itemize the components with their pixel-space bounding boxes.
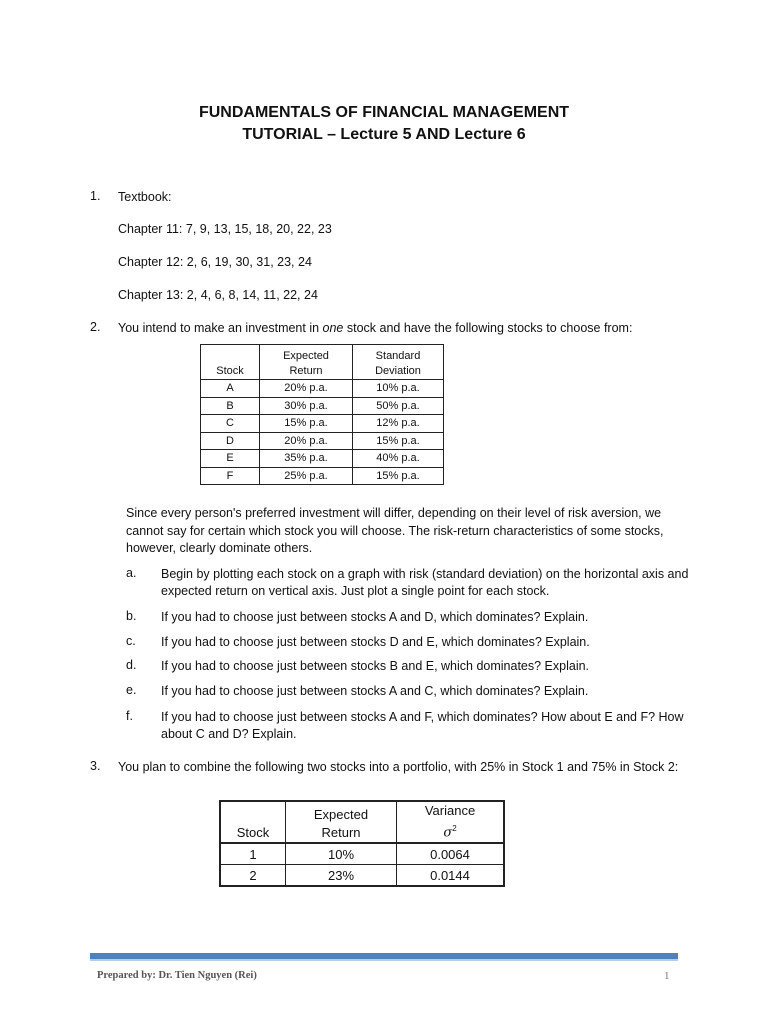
- q2-part-text: If you had to choose just between stocks B and E, which dominates? Explain.: [161, 659, 590, 673]
- header-expected-return: Expected Return: [283, 350, 329, 377]
- sigma-symbol: [397, 820, 503, 842]
- footer-divider-shadow: [90, 959, 678, 961]
- stocks-table: [200, 344, 444, 485]
- table-row: [201, 467, 444, 485]
- return-cell: 20% p.a.: [260, 432, 353, 450]
- q2-number: 2.: [90, 320, 101, 334]
- title-line-2: TUTORIAL – Lecture 5 AND Lecture 6: [242, 126, 526, 143]
- stock-cell: 2: [220, 865, 286, 887]
- q2-part-text: If you had to choose just between stocks A and D, which dominates? Explain.: [161, 610, 589, 624]
- stdev-cell: 10% p.a.: [353, 380, 444, 398]
- q2-intro-text: You intend to make an investment in: [118, 321, 323, 335]
- q2-part-letter: a.: [126, 566, 137, 580]
- stdev-cell: 15% p.a.: [353, 467, 444, 485]
- title-line-1: FUNDAMENTALS OF FINANCIAL MANAGEMENT: [198, 104, 570, 121]
- sigma-char: σ: [443, 825, 453, 841]
- return-cell: 23%: [286, 865, 397, 887]
- return-cell: 30% p.a.: [260, 397, 353, 415]
- stdev-cell: 50% p.a.: [353, 397, 444, 415]
- q2-intro-text-end: stock and have the following stocks to choose from:: [343, 321, 633, 335]
- q1-number: 1.: [90, 189, 101, 203]
- table-row: [201, 450, 444, 468]
- q2-part-text: If you had to choose just between stocks D and E, which dominates? Explain.: [161, 635, 590, 649]
- document-title: [0, 102, 768, 146]
- column-header: Stock: [220, 801, 286, 843]
- stock-cell: C: [201, 415, 260, 433]
- q2-intro-emphasis: one: [322, 321, 344, 335]
- stock-cell: B: [201, 397, 260, 415]
- q2-part-text: If you had to choose just between stocks A and F, which dominates? How about E and F? How about C and D? Explain.: [161, 710, 684, 741]
- return-cell: 20% p.a.: [260, 380, 353, 398]
- page-number: 1: [664, 970, 670, 982]
- variance-cell: 0.0144: [397, 865, 505, 887]
- column-header: [353, 345, 444, 380]
- q1-chapter-11: Chapter 11: 7, 9, 13, 15, 18, 20, 22, 23: [118, 222, 332, 236]
- return-cell: 25% p.a.: [260, 467, 353, 485]
- table-row: [201, 415, 444, 433]
- header-expected-return: Expected Return: [313, 807, 369, 841]
- sigma-exponent: 2: [452, 824, 457, 833]
- q1-label: Textbook:: [118, 190, 172, 204]
- q3-text: You plan to combine the following two stocks into a portfolio, with 25% in Stock 1 and 75% in Stock 2:: [118, 760, 679, 774]
- variance-cell: 0.0064: [397, 843, 505, 865]
- table-row: [201, 380, 444, 398]
- column-header: [260, 345, 353, 380]
- q2-paragraph: Since every person's preferred investment will differ, depending on their level of risk aversion, we cannot say for certain which stock you will choose. The risk-return characteristics of some stocks, however, clearly dominate others.: [126, 506, 664, 555]
- table-row: [220, 865, 504, 887]
- table-row: [201, 432, 444, 450]
- stdev-cell: 12% p.a.: [353, 415, 444, 433]
- column-header: [286, 801, 397, 843]
- q1-chapter-12: Chapter 12: 2, 6, 19, 30, 31, 23, 24: [118, 255, 312, 269]
- return-cell: 35% p.a.: [260, 450, 353, 468]
- stock-cell: F: [201, 467, 260, 485]
- column-header: Stock: [201, 345, 260, 380]
- q1-chapter-13: Chapter 13: 2, 4, 6, 8, 14, 11, 22, 24: [118, 288, 318, 302]
- q2-part-text: Begin by plotting each stock on a graph with risk (standard deviation) on the horizontal axis and expected return on vertical axis. Just plot a single point for each stock.: [161, 567, 689, 598]
- return-cell: 15% p.a.: [260, 415, 353, 433]
- stock-cell: A: [201, 380, 260, 398]
- q2-part-letter: f.: [126, 709, 133, 723]
- footer-author: Prepared by: Dr. Tien Nguyen (Rei): [97, 970, 257, 981]
- q3-number: 3.: [90, 759, 101, 773]
- stock-cell: E: [201, 450, 260, 468]
- header-standard-deviation: Standard Deviation: [375, 350, 421, 377]
- q2-part-letter: d.: [126, 658, 137, 672]
- stdev-cell: 15% p.a.: [353, 432, 444, 450]
- header-variance: Variance: [424, 803, 476, 818]
- q2-part-letter: c.: [126, 634, 136, 648]
- q2-part-letter: b.: [126, 609, 137, 623]
- stock-cell: D: [201, 432, 260, 450]
- stdev-cell: 40% p.a.: [353, 450, 444, 468]
- portfolio-table: [219, 800, 505, 887]
- column-header: [397, 801, 505, 843]
- table-header-row: [201, 345, 444, 380]
- q2-part-text: If you had to choose just between stocks A and C, which dominates? Explain.: [161, 684, 589, 698]
- stock-cell: 1: [220, 843, 286, 865]
- table-row: [220, 843, 504, 865]
- q2-intro: [118, 320, 632, 337]
- table-row: [201, 397, 444, 415]
- q2-part-letter: e.: [126, 683, 137, 697]
- table-header-row: [220, 801, 504, 843]
- return-cell: 10%: [286, 843, 397, 865]
